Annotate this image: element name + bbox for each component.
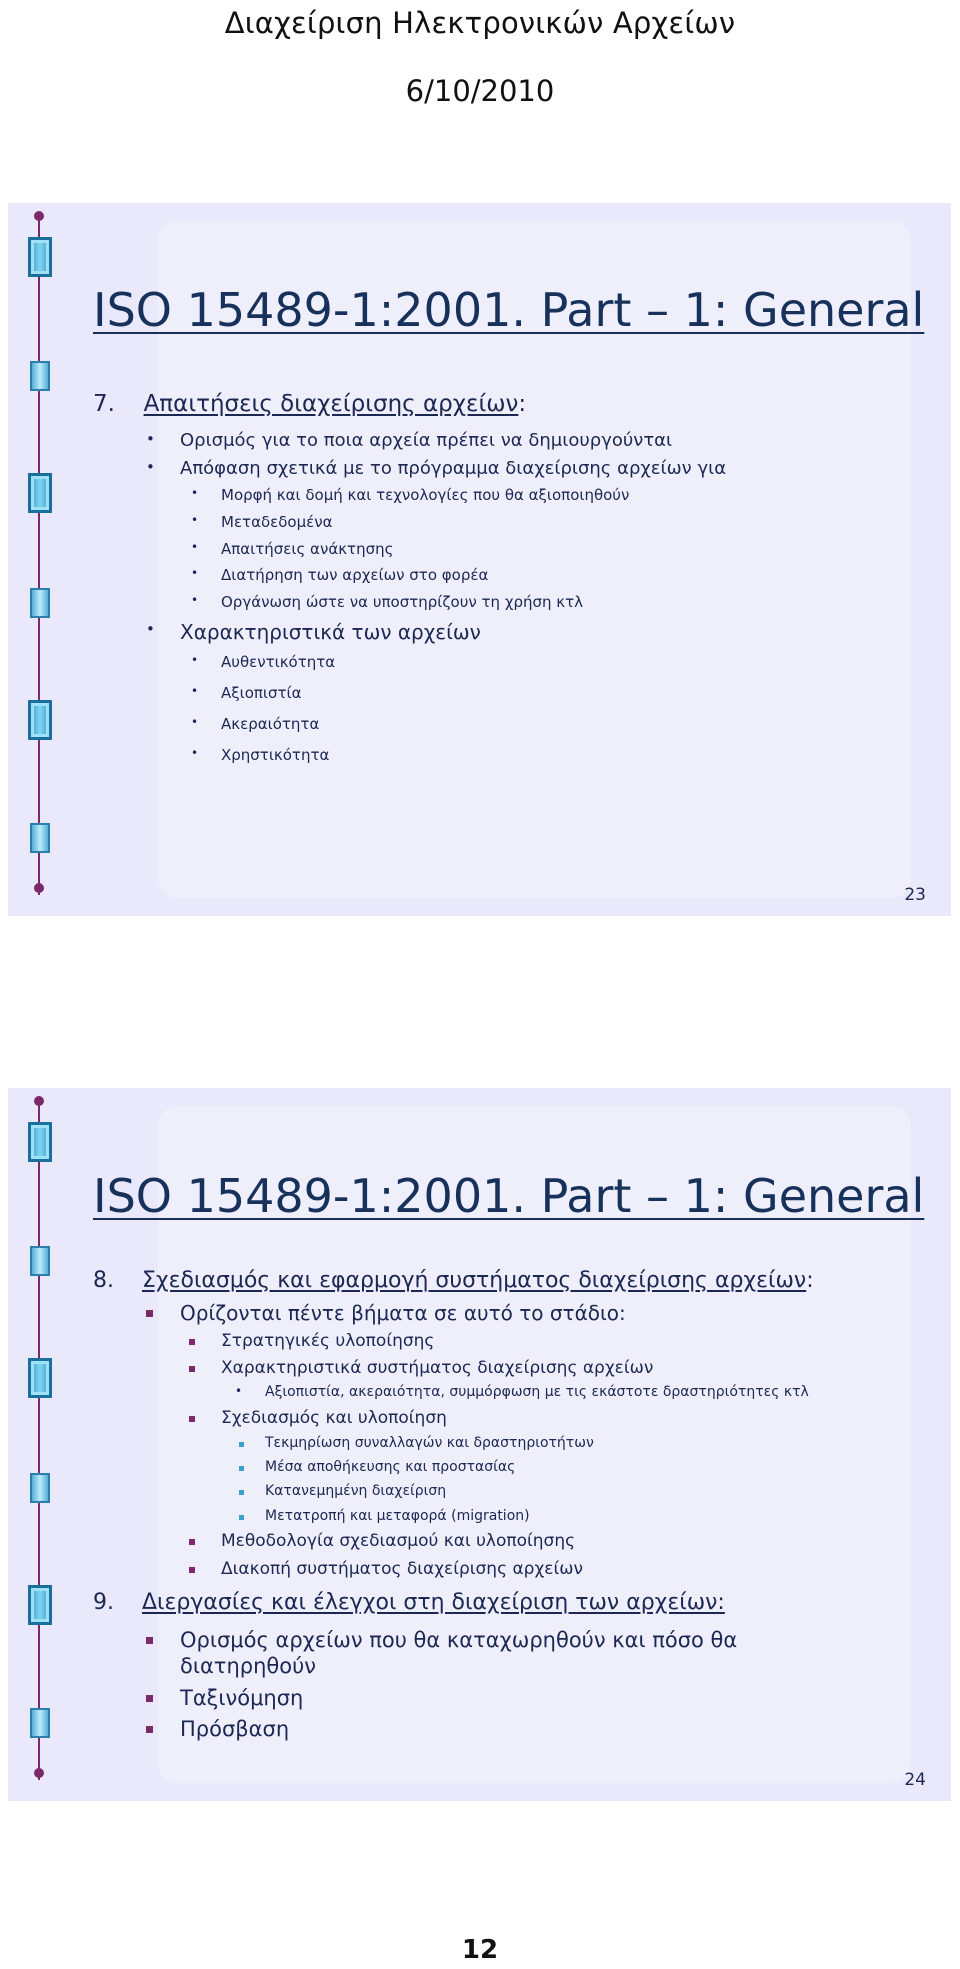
- decor-block: [28, 700, 52, 740]
- list-item: Ταξινόμηση: [180, 1686, 304, 1710]
- list-item: Μέσα αποθήκευσης και προστασίας: [265, 1459, 516, 1475]
- section-colon: :: [806, 1268, 814, 1293]
- document-page-number: 12: [461, 1935, 499, 1965]
- list-item: • Μορφή και δομή και τεχνολογίες που θα αξιοποιηθούν: [221, 486, 629, 504]
- slide-border-line: [38, 215, 40, 895]
- document-title: Διαχείριση Ηλεκτρονικών Αρχείων: [224, 6, 736, 40]
- decor-block: [28, 237, 52, 277]
- list-item: Ορίζονται πέντε βήματα σε αυτό το στάδιο:: [180, 1301, 626, 1325]
- section-title: Απαιτήσεις διαχείρισης αρχείων: [143, 391, 519, 417]
- list-item: Διακοπή συστήματος διαχείρισης αρχείων: [221, 1559, 583, 1579]
- list-item: • Ορισμός για το ποια αρχεία πρέπει να δημιουργούνται: [180, 430, 672, 451]
- list-item: • Χρηστικότητα: [221, 746, 329, 764]
- decor-block: [28, 1585, 52, 1625]
- slide-border-dot-top: [34, 211, 44, 221]
- list-item: • Αξιοπιστία, ακεραιότητα, συμμόρφωση με τις εκάστοτε δραστηριότητες κτλ: [265, 1384, 809, 1400]
- list-item: • Μεταδεδομένα: [221, 513, 333, 531]
- section-heading-8: [93, 1268, 814, 1293]
- list-item: • Αξιοπιστία: [221, 684, 302, 702]
- list-item: Κατανεμημένη διαχείριση: [265, 1483, 447, 1499]
- decor-block: [30, 588, 50, 618]
- section-number: 8.: [93, 1268, 114, 1293]
- slide-page-number: 23: [904, 885, 926, 905]
- list-item: Στρατηγικές υλοποίησης: [221, 1331, 435, 1351]
- slide-border-dot-bottom: [34, 1768, 44, 1778]
- slide-23: [8, 203, 951, 916]
- decor-block: [30, 1708, 50, 1738]
- list-item: Μεθοδολογία σχεδιασμού και υλοποίησης: [221, 1531, 576, 1551]
- document-date: 6/10/2010: [405, 74, 555, 108]
- slide-border-dot-bottom: [34, 883, 44, 893]
- list-item: • Χαρακτηριστικά των αρχείων: [180, 620, 481, 644]
- section-heading-9: [93, 1590, 725, 1615]
- section-heading-7: [93, 391, 526, 417]
- list-item: • Αυθεντικότητα: [221, 653, 335, 671]
- decor-block: [30, 361, 50, 391]
- section-title: Σχεδιασμός και εφαρμογή συστήματος διαχείρισης αρχείων: [142, 1268, 807, 1293]
- list-item: Ορισμός αρχείων που θα καταχωρηθούν και πόσο θα: [180, 1628, 738, 1652]
- list-item: Τεκμηρίωση συναλλαγών και δραστηριοτήτων: [265, 1435, 594, 1451]
- list-item: • Απόφαση σχετικά με το πρόγραμμα διαχείρισης αρχείων για: [180, 458, 726, 479]
- section-number: 9.: [93, 1590, 114, 1615]
- list-item: • Απαιτήσεις ανάκτησης: [221, 540, 393, 558]
- list-item: Μετατροπή και μεταφορά (migration): [265, 1508, 530, 1524]
- list-item: • Οργάνωση ώστε να υποστηρίζουν τη χρήση κτλ: [221, 593, 583, 611]
- list-item-continuation: διατηρηθούν: [180, 1654, 316, 1678]
- decor-block: [28, 473, 52, 513]
- slide-border-dot-top: [34, 1096, 44, 1106]
- slide-page-number: 24: [904, 1770, 926, 1790]
- decor-block: [28, 1358, 52, 1398]
- slide-24: [8, 1088, 951, 1801]
- list-item: Σχεδιασμός και υλοποίηση: [221, 1408, 447, 1428]
- slide-border-line: [38, 1100, 40, 1780]
- decor-block: [30, 823, 50, 853]
- document-header: [0, 0, 960, 108]
- section-colon: :: [518, 391, 527, 417]
- slide-title: ISO 15489-1:2001. Part – 1: General: [93, 283, 925, 337]
- list-item: • Ακεραιότητα: [221, 715, 319, 733]
- section-number: 7.: [93, 391, 115, 417]
- section-title: Διεργασίες και έλεγχοι στη διαχείριση των αρχείων:: [142, 1590, 725, 1615]
- decor-block: [30, 1473, 50, 1503]
- decor-block: [30, 1246, 50, 1276]
- list-item: Χαρακτηριστικά συστήματος διαχείρισης αρχείων: [221, 1358, 654, 1378]
- list-item: • Διατήρηση των αρχείων στο φορέα: [221, 566, 488, 584]
- list-item: Πρόσβαση: [180, 1717, 290, 1741]
- slide-title: ISO 15489-1:2001. Part – 1: General: [93, 1169, 925, 1223]
- decor-block: [28, 1122, 52, 1162]
